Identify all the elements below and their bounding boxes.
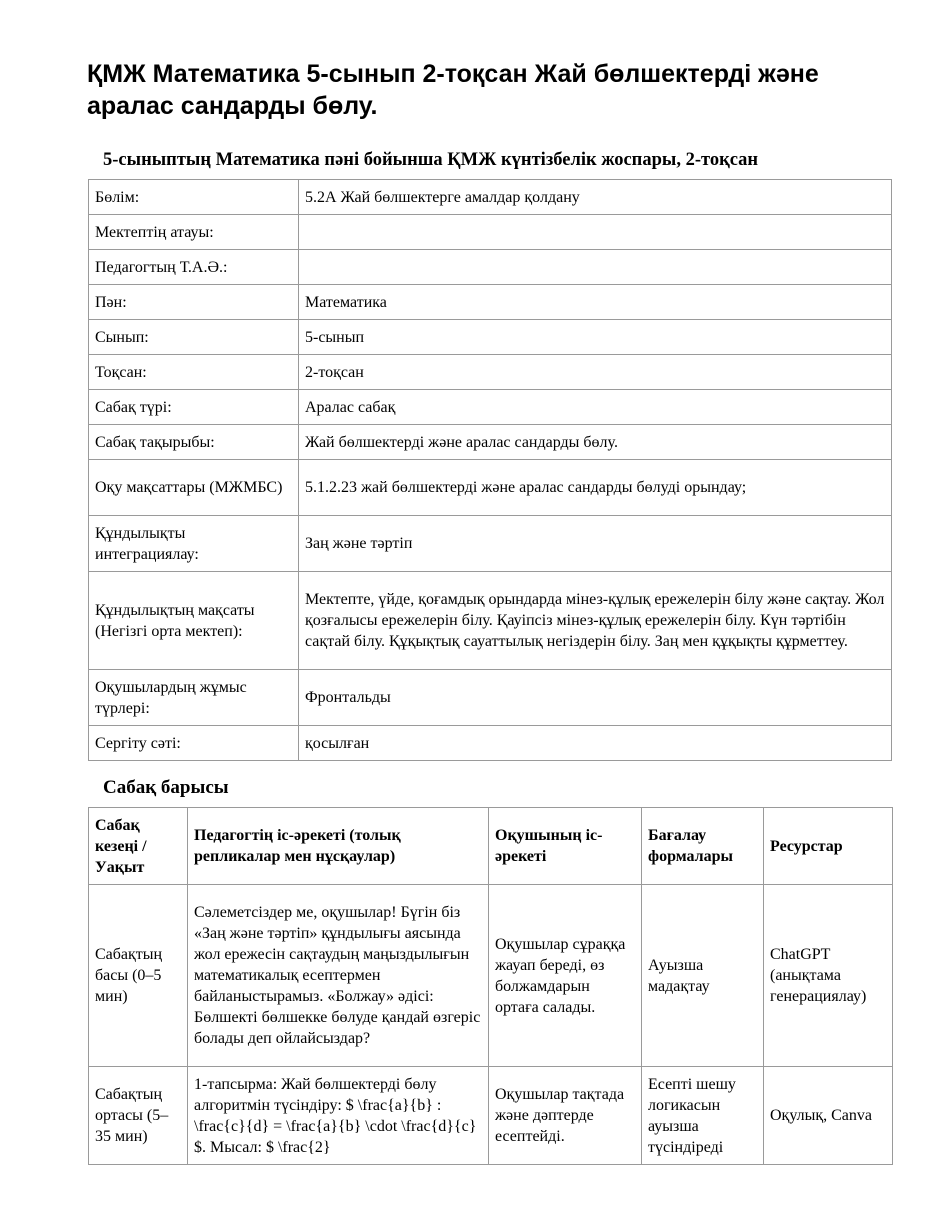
info-value: Жай бөлшектерді және аралас сандарды бөлу.: [299, 425, 892, 460]
info-value: 2-тоқсан: [299, 355, 892, 390]
lesson-table-body: [89, 885, 893, 1165]
lesson-cell: Ауызша мадақтау: [642, 885, 764, 1067]
info-row: [89, 285, 892, 320]
info-value: [299, 250, 892, 285]
lesson-section-title: Сабақ барысы: [103, 777, 229, 798]
info-value: 5-сынып: [299, 320, 892, 355]
info-value: Заң және тәртіп: [299, 516, 892, 572]
lesson-cell: Оқушылар тақтада және дәптерде есептейді.: [489, 1067, 642, 1165]
lesson-header-cell: Сабақ кезеңі / Уақыт: [89, 808, 188, 885]
lesson-cell: ChatGPT (анықтама генерациялау): [764, 885, 893, 1067]
info-label: Бөлім:: [89, 180, 299, 215]
info-row: [89, 355, 892, 390]
info-label: Пән:: [89, 285, 299, 320]
lesson-header-cell: Педагогтің іс-әрекеті (толық репликалар мен нұсқаулар): [188, 808, 489, 885]
info-value: [299, 215, 892, 250]
info-label: Тоқсан:: [89, 355, 299, 390]
lesson-header-cell: Бағалау формалары: [642, 808, 764, 885]
info-value: 5.1.2.23 жай бөлшектерді және аралас сандарды бөлуді орындау;: [299, 460, 892, 516]
lesson-cell: Оқушылар сұраққа жауап береді, өз болжамдарын ортаға салады.: [489, 885, 642, 1067]
info-table: [88, 179, 892, 761]
lesson-header-cell: Оқушының іс-әрекеті: [489, 808, 642, 885]
info-row: [89, 670, 892, 726]
lesson-row: [89, 885, 893, 1067]
lesson-row: [89, 1067, 893, 1165]
lesson-cell: Сабақтың ортасы (5–35 мин): [89, 1067, 188, 1165]
info-label: Құндылықты интеграциялау:: [89, 516, 299, 572]
lesson-table: [88, 807, 893, 1165]
info-label: Сабақ түрі:: [89, 390, 299, 425]
info-label: Мектептің атауы:: [89, 215, 299, 250]
info-value: қосылған: [299, 726, 892, 761]
info-row: [89, 516, 892, 572]
info-row: [89, 215, 892, 250]
lesson-cell: Сәлеметсіздер ме, оқушылар! Бүгін біз «Заң және тәртіп» құндылығы аясында жол ережесін сақтаудың маңыздылығын математикалық есептермен байланыстырамыз. «Болжау» әдісі: Бөлшекті бөлшекке бөлуде қандай өзгеріс болады деп ойлайсыздар?: [188, 885, 489, 1067]
info-value: Аралас сабақ: [299, 390, 892, 425]
info-row: [89, 572, 892, 670]
info-label: Сабақ тақырыбы:: [89, 425, 299, 460]
info-label: Оқу мақсаттары (МЖМБС): [89, 460, 299, 516]
info-row: [89, 320, 892, 355]
lesson-header-row: [89, 808, 893, 885]
info-label: Оқушылардың жұмыс түрлері:: [89, 670, 299, 726]
document-title: ҚМЖ Математика 5-сынып 2-тоқсан Жай бөлшектерді және аралас сандарды бөлу.: [87, 60, 819, 120]
lesson-cell: Сабақтың басы (0–5 мин): [89, 885, 188, 1067]
info-label: Сергіту сәті:: [89, 726, 299, 761]
lesson-cell: Оқулық, Canva: [764, 1067, 893, 1165]
lesson-cell: 1-тапсырма: Жай бөлшектерді бөлу алгоритмін түсіндіру: $ \frac{a}{b} : \frac{c}{d} = \frac{a}{b} \cdot \frac{d}{c} $. Мысал: $ \frac{2}: [188, 1067, 489, 1165]
plan-subtitle: 5-сыныптың Математика пәні бойынша ҚМЖ күнтізбелік жоспары, 2-тоқсан: [103, 150, 759, 170]
info-table-body: [89, 180, 892, 761]
info-value: Мектепте, үйде, қоғамдық орындарда мінез-құлық ережелерін білу және сақтау. Жол қозғалысы ережелерін білу. Қауіпсіз мінез-құлық ережелерін білу. Күн тәртібін сақтай білу. Құқықтық сауаттылық негіздерін білу. Заң мен құқықты құрметтеу.: [299, 572, 892, 670]
lesson-cell: Есепті шешу логикасын ауызша түсіндіреді: [642, 1067, 764, 1165]
info-row: [89, 726, 892, 761]
info-value: 5.2А Жай бөлшектерге амалдар қолдану: [299, 180, 892, 215]
info-label: Педагогтың Т.А.Ә.:: [89, 250, 299, 285]
info-label: Сынып:: [89, 320, 299, 355]
info-label: Құндылықтың мақсаты (Негізгі орта мектеп):: [89, 572, 299, 670]
info-row: [89, 180, 892, 215]
info-row: [89, 425, 892, 460]
info-row: [89, 460, 892, 516]
info-row: [89, 390, 892, 425]
info-value: Фронтальды: [299, 670, 892, 726]
info-value: Математика: [299, 285, 892, 320]
info-row: [89, 250, 892, 285]
lesson-header-cell: Ресурстар: [764, 808, 893, 885]
